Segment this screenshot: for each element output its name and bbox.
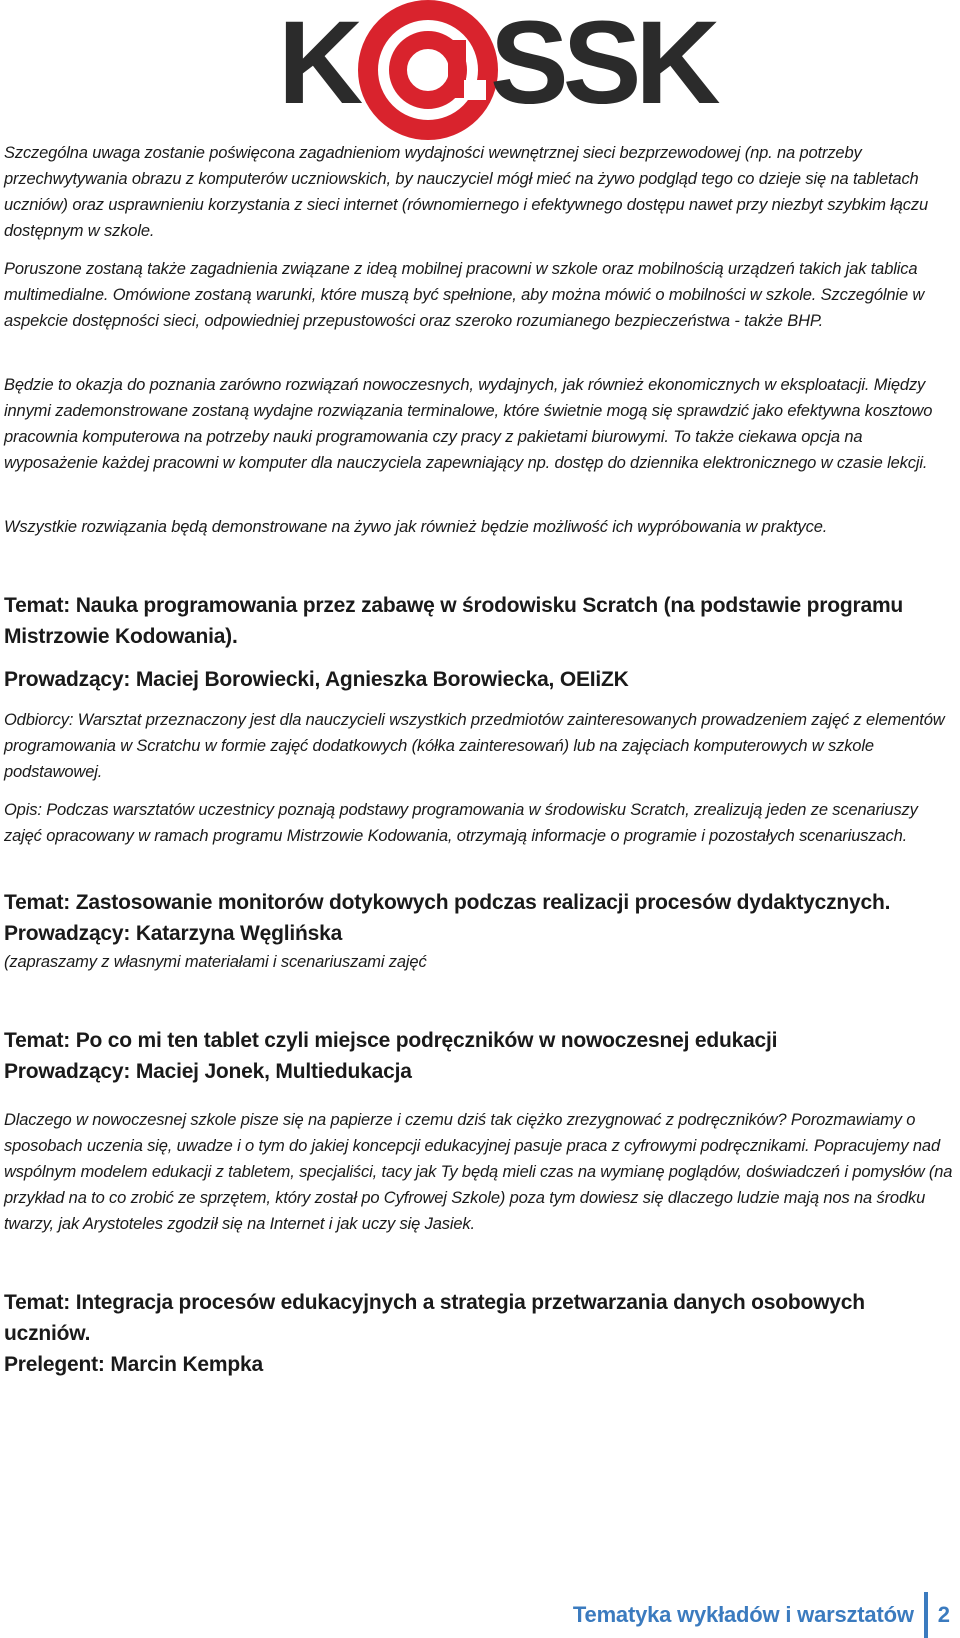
document-body	[4, 140, 954, 1380]
page-footer	[573, 1592, 950, 1638]
intro-paragraph-2: Poruszone zostaną także zagadnienia związane z ideą mobilnej pracowni w szkole oraz mobilnością urządzeń takich jak tablica multimedialne. Omówione zostaną warunki, które muszą być spełnione, aby można mówić o mobilności w szkole. Szczególnie w aspekcie dostępności sieci, odpowiedniej przepustowości oraz szeroko rozumianego bezpieczeństwa - także BHP.	[4, 260, 925, 330]
intro-paragraph-4: Wszystkie rozwiązania będą demonstrowane na żywo jak również będzie możliwość ich wypróbowania w praktyce.	[4, 518, 828, 536]
topic-1-lead: Prowadzący: Maciej Borowiecki, Agnieszka Borowiecka, OEIiZK	[4, 668, 629, 691]
topic-3-description: Dlaczego w nowoczesnej szkole pisze się na papierze i czemu dziś tak ciężko zrezygnować z podręczników? Porozmawiamy o sposobach uczenia się, uwadze i o tym do jakiej koncepcji edukacyjnej pasuje praca z cyfrowymi podręcznikami. Popracujemy nad wspólnym modelem edukacji z tabletem, specjaliści, tacy jak Ty będą mieli czas na wymianę poglądów, doświadczeń i pomysłów (na przykład na to co zrobić ze sprzętem, który został po Cyfrowej Szkole) poza tym dowiesz się dlaczego ludzie mają nos na środku twarzy, jak Arystoteles zgodził się na Internet i jak uczy się Jasiek.	[4, 1111, 953, 1233]
logo-at-sign	[368, 10, 488, 130]
topic-2-title: Temat: Zastosowanie monitorów dotykowych podczas realizacji procesów dydaktycznych.	[4, 891, 891, 914]
page-number: 2	[937, 1602, 950, 1627]
kassk-logo	[278, 0, 715, 140]
topic-4-lead: Prelegent: Marcin Kempka	[4, 1353, 263, 1376]
topic-1-title: Temat: Nauka programowania przez zabawę w środowisku Scratch (na podstawie programu Mistrzowie Kodowania).	[4, 594, 904, 648]
footer-divider	[924, 1592, 928, 1638]
logo-letter-k: K	[278, 0, 364, 129]
topic-1-audience: Odbiorcy: Warsztat przeznaczony jest dla nauczycieli wszystkich przedmiotów zainteresowanych prowadzeniem zajęć z elementów programowania w Scratchu w formie zajęć dodatkowych (kółka zainteresowań) lub na zajęciach komputerowych w szkole podstawowej.	[4, 711, 945, 781]
topic-1-description: Opis: Podczas warsztatów uczestnicy poznają podstawy programowania w środowisku Scratch, zrealizują jeden ze scenariuszy zajęć opracowany w ramach programu Mistrzowie Kodowania, otrzymają informacje o programie i pozostałych scenariuszach.	[4, 801, 918, 845]
footer-title: Tematyka wykładów i warsztatów	[572, 1602, 914, 1627]
topic-2-lead: Prowadzący: Katarzyna Węglińska	[4, 922, 343, 945]
topic-4-title: Temat: Integracja procesów edukacyjnych a strategia przetwarzania danych osobowych uczniów.	[4, 1291, 865, 1345]
logo-letters-ssk: SSK	[490, 0, 715, 129]
topic-3-title: Temat: Po co mi ten tablet czyli miejsce podręczników w nowoczesnej edukacji	[4, 1029, 778, 1052]
intro-paragraph-1: Szczególna uwaga zostanie poświęcona zagadnieniom wydajności wewnętrznej sieci bezprzewodowej (np. na potrzeby przechwytywania obrazu z komputerów uczniowskich, by nauczyciel mógł mieć na żywo podgląd tego co dzieje się na tabletach uczniów) oraz usprawnieniu korzystania z sieci internet (równomiernego i efektywnego dostępu nawet przy niezbyt szybkim łączu dostępnym w szkole.	[4, 144, 929, 240]
topic-3-lead: Prowadzący: Maciej Jonek, Multiedukacja	[4, 1060, 412, 1083]
topic-2-note: (zapraszamy z własnymi materiałami i scenariuszami zajęć	[4, 953, 427, 971]
intro-paragraph-3: Będzie to okazja do poznania zarówno rozwiązań nowoczesnych, wydajnych, jak również ekonomicznych w eksploatacji. Między innymi zademonstrowane zostaną wydajne rozwiązania terminalowe, które świetnie mogą się sprawdzić jako efektywna kosztowo pracownia komputerowa na potrzeby nauki programowania czy pracy z pakietami biurowymi. To także ciekawa opcja na wyposażenie każdej pracowni w komputer dla nauczyciela zapewniający np. dostęp do dziennika elektronicznego w czasie lekcji.	[4, 376, 933, 472]
